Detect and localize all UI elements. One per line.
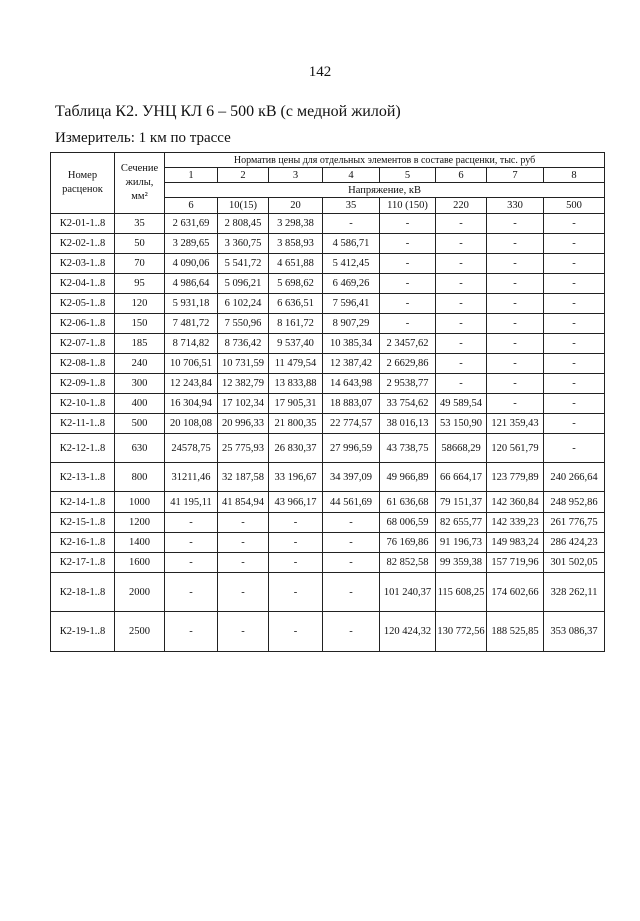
header-voltage: 6 <box>165 198 218 214</box>
price-cell: 44 561,69 <box>323 492 380 513</box>
row-section: 1400 <box>115 533 165 553</box>
price-cell: 11 479,54 <box>269 354 323 374</box>
price-cell: - <box>380 234 436 254</box>
price-cell: 82 852,58 <box>380 553 436 573</box>
row-code: К2-10-1..8 <box>51 394 115 414</box>
price-cell: - <box>218 533 269 553</box>
price-cell: 248 952,86 <box>544 492 605 513</box>
price-cell: 24578,75 <box>165 434 218 463</box>
price-cell: - <box>544 314 605 334</box>
table-row <box>51 434 605 463</box>
price-cell: - <box>436 274 487 294</box>
header-element-number: 6 <box>436 168 487 183</box>
header-element-number: 4 <box>323 168 380 183</box>
price-cell: 2 808,45 <box>218 214 269 234</box>
row-code: К2-03-1..8 <box>51 254 115 274</box>
row-code: К2-08-1..8 <box>51 354 115 374</box>
price-cell: 2 631,69 <box>165 214 218 234</box>
row-section: 1200 <box>115 513 165 533</box>
price-cell: - <box>323 612 380 652</box>
header-element-number: 3 <box>269 168 323 183</box>
price-cell: - <box>544 414 605 434</box>
price-cell: 17 102,34 <box>218 394 269 414</box>
header-section-line: мм² <box>131 191 148 202</box>
price-cell: 82 655,77 <box>436 513 487 533</box>
price-cell: - <box>165 573 218 612</box>
page-number: 142 <box>308 64 332 80</box>
table-row <box>51 214 605 234</box>
price-cell: 120 424,32 <box>380 612 436 652</box>
table-row <box>51 254 605 274</box>
row-section: 2000 <box>115 573 165 612</box>
row-code: К2-07-1..8 <box>51 334 115 354</box>
price-cell: 33 754,62 <box>380 394 436 414</box>
price-cell: - <box>436 234 487 254</box>
table-row <box>51 513 605 533</box>
row-code: К2-19-1..8 <box>51 612 115 652</box>
price-cell: - <box>380 214 436 234</box>
price-cell: - <box>487 394 544 414</box>
price-cell: 27 996,59 <box>323 434 380 463</box>
price-cell: - <box>165 533 218 553</box>
price-cell: - <box>380 254 436 274</box>
table-row <box>51 314 605 334</box>
price-cell: 49 589,54 <box>436 394 487 414</box>
price-cell: 2 9538,77 <box>380 374 436 394</box>
price-table <box>50 152 605 652</box>
price-cell: 4 986,64 <box>165 274 218 294</box>
price-cell: 34 397,09 <box>323 463 380 492</box>
header-element-number: 1 <box>165 168 218 183</box>
price-cell: 353 086,37 <box>544 612 605 652</box>
row-code: К2-09-1..8 <box>51 374 115 394</box>
price-cell: - <box>487 214 544 234</box>
price-cell: - <box>544 394 605 414</box>
price-cell: - <box>218 553 269 573</box>
price-cell: - <box>165 513 218 533</box>
price-cell: 26 830,37 <box>269 434 323 463</box>
price-cell: 10 731,59 <box>218 354 269 374</box>
header-voltage: 35 <box>323 198 380 214</box>
price-cell: 33 196,67 <box>269 463 323 492</box>
row-code: К2-04-1..8 <box>51 274 115 294</box>
row-section: 35 <box>115 214 165 234</box>
price-cell: 12 387,42 <box>323 354 380 374</box>
price-cell: - <box>544 294 605 314</box>
price-cell: - <box>323 214 380 234</box>
price-cell: - <box>269 573 323 612</box>
price-cell: 6 636,51 <box>269 294 323 314</box>
table-title: Таблица К2. УНЦ КЛ 6 – 500 кВ (с медной жилой) <box>55 103 401 120</box>
price-cell: - <box>436 254 487 274</box>
header-voltage-label: Напряжение, кВ <box>165 183 605 198</box>
price-cell: 14 643,98 <box>323 374 380 394</box>
row-section: 1600 <box>115 553 165 573</box>
header-voltage: 10(15) <box>218 198 269 214</box>
price-cell: 17 905,31 <box>269 394 323 414</box>
price-cell: - <box>269 513 323 533</box>
price-cell: 12 382,79 <box>218 374 269 394</box>
price-cell: - <box>487 334 544 354</box>
price-cell: 188 525,85 <box>487 612 544 652</box>
price-cell: - <box>218 612 269 652</box>
table-row <box>51 354 605 374</box>
header-element-number: 5 <box>380 168 436 183</box>
price-cell: 261 776,75 <box>544 513 605 533</box>
header-voltage: 220 <box>436 198 487 214</box>
price-cell: 101 240,37 <box>380 573 436 612</box>
price-cell: - <box>165 612 218 652</box>
price-cell: 142 360,84 <box>487 492 544 513</box>
header-element-number: 8 <box>544 168 605 183</box>
table-body <box>51 214 605 652</box>
price-cell: 76 169,86 <box>380 533 436 553</box>
header-code <box>51 153 115 214</box>
price-cell: - <box>487 254 544 274</box>
row-section: 70 <box>115 254 165 274</box>
price-cell: - <box>487 314 544 334</box>
price-cell: - <box>487 374 544 394</box>
price-cell: 121 359,43 <box>487 414 544 434</box>
table-row <box>51 533 605 553</box>
price-cell: 3 858,93 <box>269 234 323 254</box>
price-cell: 7 481,72 <box>165 314 218 334</box>
price-cell: 41 195,11 <box>165 492 218 513</box>
price-cell: 10 385,34 <box>323 334 380 354</box>
price-cell: 6 102,24 <box>218 294 269 314</box>
price-cell: 18 883,07 <box>323 394 380 414</box>
price-cell: 5 412,45 <box>323 254 380 274</box>
price-cell: 5 541,72 <box>218 254 269 274</box>
price-cell: - <box>269 553 323 573</box>
price-cell: 7 550,96 <box>218 314 269 334</box>
price-cell: 301 502,05 <box>544 553 605 573</box>
row-section: 120 <box>115 294 165 314</box>
price-cell: 13 833,88 <box>269 374 323 394</box>
price-cell: 20 996,33 <box>218 414 269 434</box>
price-cell: 5 096,21 <box>218 274 269 294</box>
row-code: К2-16-1..8 <box>51 533 115 553</box>
price-cell: 5 931,18 <box>165 294 218 314</box>
price-cell: 68 006,59 <box>380 513 436 533</box>
row-section: 95 <box>115 274 165 294</box>
price-cell: 25 775,93 <box>218 434 269 463</box>
price-cell: 115 608,25 <box>436 573 487 612</box>
price-cell: 8 736,42 <box>218 334 269 354</box>
header-voltage: 500 <box>544 198 605 214</box>
header-norm-label: Норматив цены для отдельных элементов в составе расценки, тыс. руб <box>165 153 605 168</box>
price-cell: 99 359,38 <box>436 553 487 573</box>
price-cell: - <box>436 294 487 314</box>
price-cell: 6 469,26 <box>323 274 380 294</box>
price-cell: 49 966,89 <box>380 463 436 492</box>
price-cell: - <box>487 294 544 314</box>
row-code: К2-15-1..8 <box>51 513 115 533</box>
price-cell: 149 983,24 <box>487 533 544 553</box>
header-voltage: 110 (150) <box>380 198 436 214</box>
row-section: 1000 <box>115 492 165 513</box>
price-cell: 12 243,84 <box>165 374 218 394</box>
price-cell: 58668,29 <box>436 434 487 463</box>
price-cell: - <box>544 334 605 354</box>
header-section-line: жилы, <box>125 177 154 188</box>
table-row <box>51 553 605 573</box>
price-cell: - <box>380 314 436 334</box>
price-cell: 240 266,64 <box>544 463 605 492</box>
price-cell: - <box>269 612 323 652</box>
price-cell: 66 664,17 <box>436 463 487 492</box>
header-section-line: Сечение <box>120 163 159 174</box>
price-cell: 130 772,56 <box>436 612 487 652</box>
price-cell: 174 602,66 <box>487 573 544 612</box>
header-voltage: 330 <box>487 198 544 214</box>
price-cell: 3 289,65 <box>165 234 218 254</box>
price-cell: - <box>436 374 487 394</box>
table-row <box>51 374 605 394</box>
table-row <box>51 463 605 492</box>
price-cell: 2 3457,62 <box>380 334 436 354</box>
price-cell: 91 196,73 <box>436 533 487 553</box>
row-code: К2-05-1..8 <box>51 294 115 314</box>
header-element-number: 7 <box>487 168 544 183</box>
price-cell: - <box>436 214 487 234</box>
price-cell: - <box>218 573 269 612</box>
price-cell: 3 360,75 <box>218 234 269 254</box>
price-cell: 53 150,90 <box>436 414 487 434</box>
price-cell: 3 298,38 <box>269 214 323 234</box>
price-cell: - <box>544 374 605 394</box>
row-section: 150 <box>115 314 165 334</box>
row-section: 240 <box>115 354 165 374</box>
row-section: 500 <box>115 414 165 434</box>
price-cell: 22 774,57 <box>323 414 380 434</box>
price-cell: - <box>544 254 605 274</box>
row-code: К2-13-1..8 <box>51 463 115 492</box>
price-cell: - <box>544 234 605 254</box>
price-cell: 79 151,37 <box>436 492 487 513</box>
table-row <box>51 234 605 254</box>
price-cell: - <box>218 513 269 533</box>
price-cell: 41 854,94 <box>218 492 269 513</box>
price-cell: 32 187,58 <box>218 463 269 492</box>
price-cell: - <box>544 214 605 234</box>
price-cell: 7 596,41 <box>323 294 380 314</box>
price-cell: - <box>544 434 605 463</box>
price-cell: - <box>436 314 487 334</box>
header-section <box>115 153 165 214</box>
table-row <box>51 274 605 294</box>
table-row <box>51 294 605 314</box>
price-cell: 286 424,23 <box>544 533 605 553</box>
price-cell: 8 907,29 <box>323 314 380 334</box>
price-cell: 10 706,51 <box>165 354 218 374</box>
table-row <box>51 414 605 434</box>
row-section: 185 <box>115 334 165 354</box>
row-code: К2-06-1..8 <box>51 314 115 334</box>
row-section: 300 <box>115 374 165 394</box>
price-cell: 2 6629,86 <box>380 354 436 374</box>
price-cell: 43 966,17 <box>269 492 323 513</box>
table-row <box>51 573 605 612</box>
price-cell: - <box>323 573 380 612</box>
price-cell: 142 339,23 <box>487 513 544 533</box>
price-cell: 4 090,06 <box>165 254 218 274</box>
price-cell: 16 304,94 <box>165 394 218 414</box>
row-section: 800 <box>115 463 165 492</box>
price-cell: 31211,46 <box>165 463 218 492</box>
row-code: К2-18-1..8 <box>51 573 115 612</box>
header-code-line: Номер <box>67 170 98 181</box>
price-cell: - <box>544 354 605 374</box>
price-cell: - <box>269 533 323 553</box>
price-cell: - <box>436 334 487 354</box>
row-code: К2-01-1..8 <box>51 214 115 234</box>
price-cell: 8 161,72 <box>269 314 323 334</box>
price-cell: - <box>323 533 380 553</box>
price-cell: - <box>487 234 544 254</box>
price-cell: 21 800,35 <box>269 414 323 434</box>
row-code: К2-14-1..8 <box>51 492 115 513</box>
price-cell: 38 016,13 <box>380 414 436 434</box>
price-cell: - <box>380 274 436 294</box>
price-cell: 9 537,40 <box>269 334 323 354</box>
price-cell: 8 714,82 <box>165 334 218 354</box>
row-section: 50 <box>115 234 165 254</box>
price-cell: - <box>487 274 544 294</box>
price-cell: 328 262,11 <box>544 573 605 612</box>
row-code: К2-02-1..8 <box>51 234 115 254</box>
header-element-number: 2 <box>218 168 269 183</box>
price-cell: - <box>165 553 218 573</box>
price-cell: - <box>487 354 544 374</box>
price-cell: 120 561,79 <box>487 434 544 463</box>
price-cell: 4 586,71 <box>323 234 380 254</box>
price-cell: - <box>436 354 487 374</box>
price-cell: 157 719,96 <box>487 553 544 573</box>
price-cell: 5 698,62 <box>269 274 323 294</box>
table-row <box>51 334 605 354</box>
price-cell: - <box>544 274 605 294</box>
price-cell: 61 636,68 <box>380 492 436 513</box>
row-code: К2-12-1..8 <box>51 434 115 463</box>
row-section: 2500 <box>115 612 165 652</box>
row-code: К2-17-1..8 <box>51 553 115 573</box>
table-row <box>51 492 605 513</box>
price-cell: 20 108,08 <box>165 414 218 434</box>
price-cell: - <box>380 294 436 314</box>
table-row <box>51 394 605 414</box>
price-cell: - <box>323 553 380 573</box>
price-cell: 43 738,75 <box>380 434 436 463</box>
price-cell: 123 779,89 <box>487 463 544 492</box>
row-section: 630 <box>115 434 165 463</box>
row-section: 400 <box>115 394 165 414</box>
row-code: К2-11-1..8 <box>51 414 115 434</box>
measure-unit: Измеритель: 1 км по трассе <box>55 130 231 146</box>
header-voltage: 20 <box>269 198 323 214</box>
price-cell: 4 651,88 <box>269 254 323 274</box>
price-cell: - <box>323 513 380 533</box>
header-code-line: расценок <box>62 184 103 195</box>
table-row <box>51 612 605 652</box>
